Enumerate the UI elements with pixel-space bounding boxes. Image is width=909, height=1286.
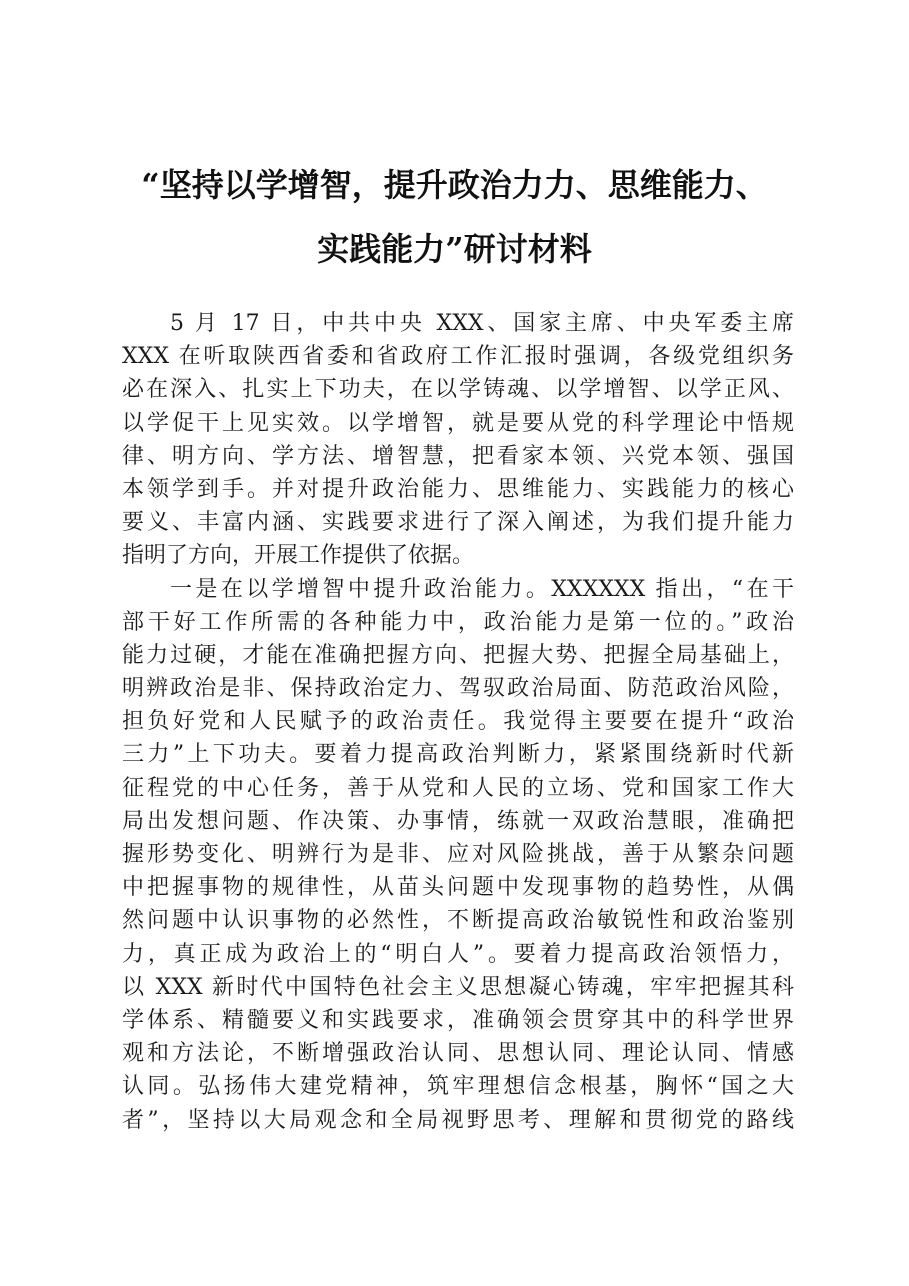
- body-line: 担负好党和人民赋予的政治责任。我觉得主要要在提升“政治: [122, 709, 794, 735]
- body-line: 然问题中认识事物的必然性，不断提高政治敏锐性和政治鉴别: [122, 908, 794, 934]
- body-line: 明辨政治是非、保持政治定力、驾驭政治局面、防范政治风险，: [122, 676, 794, 702]
- body-line: 三力”上下功夫。要着力提高政治判断力，紧紧围绕新时代新: [122, 742, 794, 768]
- body-line: 观和方法论，不断增强政治认同、思想认同、理论认同、情感: [122, 1041, 794, 1067]
- body-line: 部干好工作所需的各种能力中，政治能力是第一位的。”政治: [122, 609, 794, 635]
- body-line: 必在深入、扎实上下功夫，在以学铸魂、以学增智、以学正风、: [122, 377, 794, 403]
- body-line: 认同。弘扬伟大建党精神，筑牢理想信念根基，胸怀“国之大: [122, 1074, 794, 1100]
- document-body: [122, 307, 794, 1137]
- body-line: XXX 在听取陕西省委和省政府工作汇报时强调，各级党组织务: [122, 344, 794, 370]
- document-title-line-2: 实践能力”研讨材料: [317, 230, 592, 268]
- body-line: 一是在以学增智中提升政治能力。XXXXXX 指出，“在干: [170, 576, 794, 602]
- body-line: 以 XXX 新时代中国特色社会主义思想凝心铸魂，牢牢把握其科: [122, 974, 794, 1000]
- body-line: 握形势变化、明辨行为是非、应对风险挑战，善于从繁杂问题: [122, 842, 794, 867]
- body-line: 中把握事物的规律性，从苗头问题中发现事物的趋势性，从偶: [122, 875, 794, 901]
- body-line: 5 月 17 日，中共中央 XXX、国家主席、中央军委主席: [170, 311, 794, 336]
- body-line: 者”，坚持以大局观念和全局视野思考、理解和贯彻党的路线: [122, 1107, 794, 1133]
- body-line: 以学促干上见实效。以学增智，就是要从党的科学理论中悟规: [122, 410, 794, 436]
- body-line: 要义、丰富内涵、实践要求进行了深入阐述，为我们提升能力: [122, 510, 794, 536]
- body-line: 局出发想问题、作决策、办事情，练就一双政治慧眼，准确把: [122, 808, 794, 834]
- document-title-line-1: “坚持以学增智，提升政治力力、思维能力、: [141, 166, 768, 204]
- body-line: 力，真正成为政治上的“明白人”。要着力提高政治领悟力，: [122, 941, 794, 967]
- body-line: 学体系、精髓要义和实践要求，准确领会贯穿其中的科学世界: [122, 1007, 794, 1033]
- body-line: 能力过硬，才能在准确把握方向、把握大势、把握全局基础上，: [122, 642, 794, 668]
- body-line: 律、明方向、学方法、增智慧，把看家本领、兴党本领、强国: [122, 443, 794, 469]
- body-line: 征程党的中心任务，善于从党和人民的立场、党和国家工作大: [122, 775, 794, 801]
- body-line: 本领学到手。并对提升政治能力、思维能力、实践能力的核心: [122, 476, 794, 502]
- body-line: 指明了方向，开展工作提供了依据。: [122, 543, 475, 569]
